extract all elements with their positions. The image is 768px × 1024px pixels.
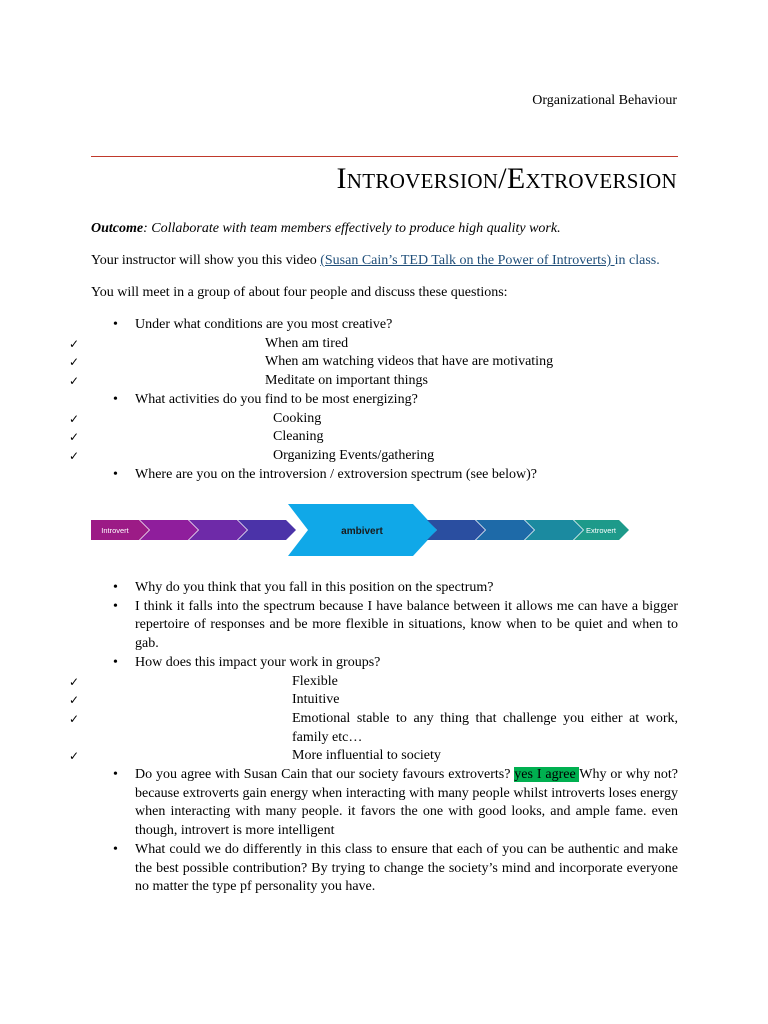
outcome-text: : Collaborate with team members effectively to produce high quality work. [143,221,561,236]
highlighted-answer: yes I agree [514,767,580,783]
answer-item: ✓ Emotional stable to any thing that challenge you either at work, family etc… [91,710,678,747]
page-title: Introversion/Extroversion [336,162,677,195]
answer-item: ✓ When am watching videos that have are motivating [91,353,678,372]
answer-position: • I think it falls into the spectrum because I have balance between it allows me can have a bigger repertoire of responses and be more flexible in situations, know when to be quiet and when to gab. [91,598,678,654]
question-society-text: Do you agree with Susan Cain that our society favours extroverts? [135,767,515,783]
questions-list-1 [91,316,678,484]
title-rule [91,156,678,157]
answer-item: ✓ Cleaning [91,428,678,447]
question-impact: • How does this impact your work in groups? [91,654,678,673]
video-suffix: in class. [614,253,660,268]
outcome-label: Outcome [91,221,144,236]
ted-talk-link[interactable]: (Susan Cain’s TED Talk on the Power of Introverts) [320,253,615,268]
outcome-paragraph [91,220,678,239]
video-paragraph [91,252,678,271]
question-creative: • Under what conditions are you most creative? [91,316,678,335]
question-class: • What could we do differently in this class to ensure that each of you can be authentic and make the best possible contribution? By trying to change the society’s mind and incorporate everyone no matter the type pf personality you have. [91,841,678,897]
questions-list-2 [91,579,678,897]
spectrum-introvert-label: Introvert [101,526,129,535]
question-energizing: • What activities do you find to be most energizing? [91,391,678,410]
question-spectrum: • Where are you on the introversion / extroversion spectrum (see below)? [91,466,678,485]
question-why-position: • Why do you think that you fall in this position on the spectrum? [91,579,678,598]
answer-item: ✓ Organizing Events/gathering [91,447,678,466]
answer-item: ✓ Intuitive [91,691,678,710]
answer-item: ✓ Meditate on important things [91,372,678,391]
answer-item: ✓ Flexible [91,673,678,692]
answer-item: ✓ Cooking [91,410,678,429]
answer-item: ✓ More influential to society [91,747,678,766]
question-society [91,766,678,841]
spectrum-ambivert-label: ambivert [341,526,383,537]
video-prefix: Your instructor will show you this video [91,253,321,268]
meet-paragraph: You will meet in a group of about four people and discuss these questions: [91,285,508,300]
spectrum-graphic [91,504,631,556]
answer-society: Why or why not? because extroverts gain energy when interacting with many people whilst introverts loses energy when interacting with many people. it favors the one with good looks, and ample fame. even though, introvert is more intelligent [135,767,679,839]
course-header: Organizational Behaviour [532,93,677,108]
spectrum-extrovert-label: Extrovert [585,526,617,535]
answer-item: ✓ When am tired [91,335,678,354]
